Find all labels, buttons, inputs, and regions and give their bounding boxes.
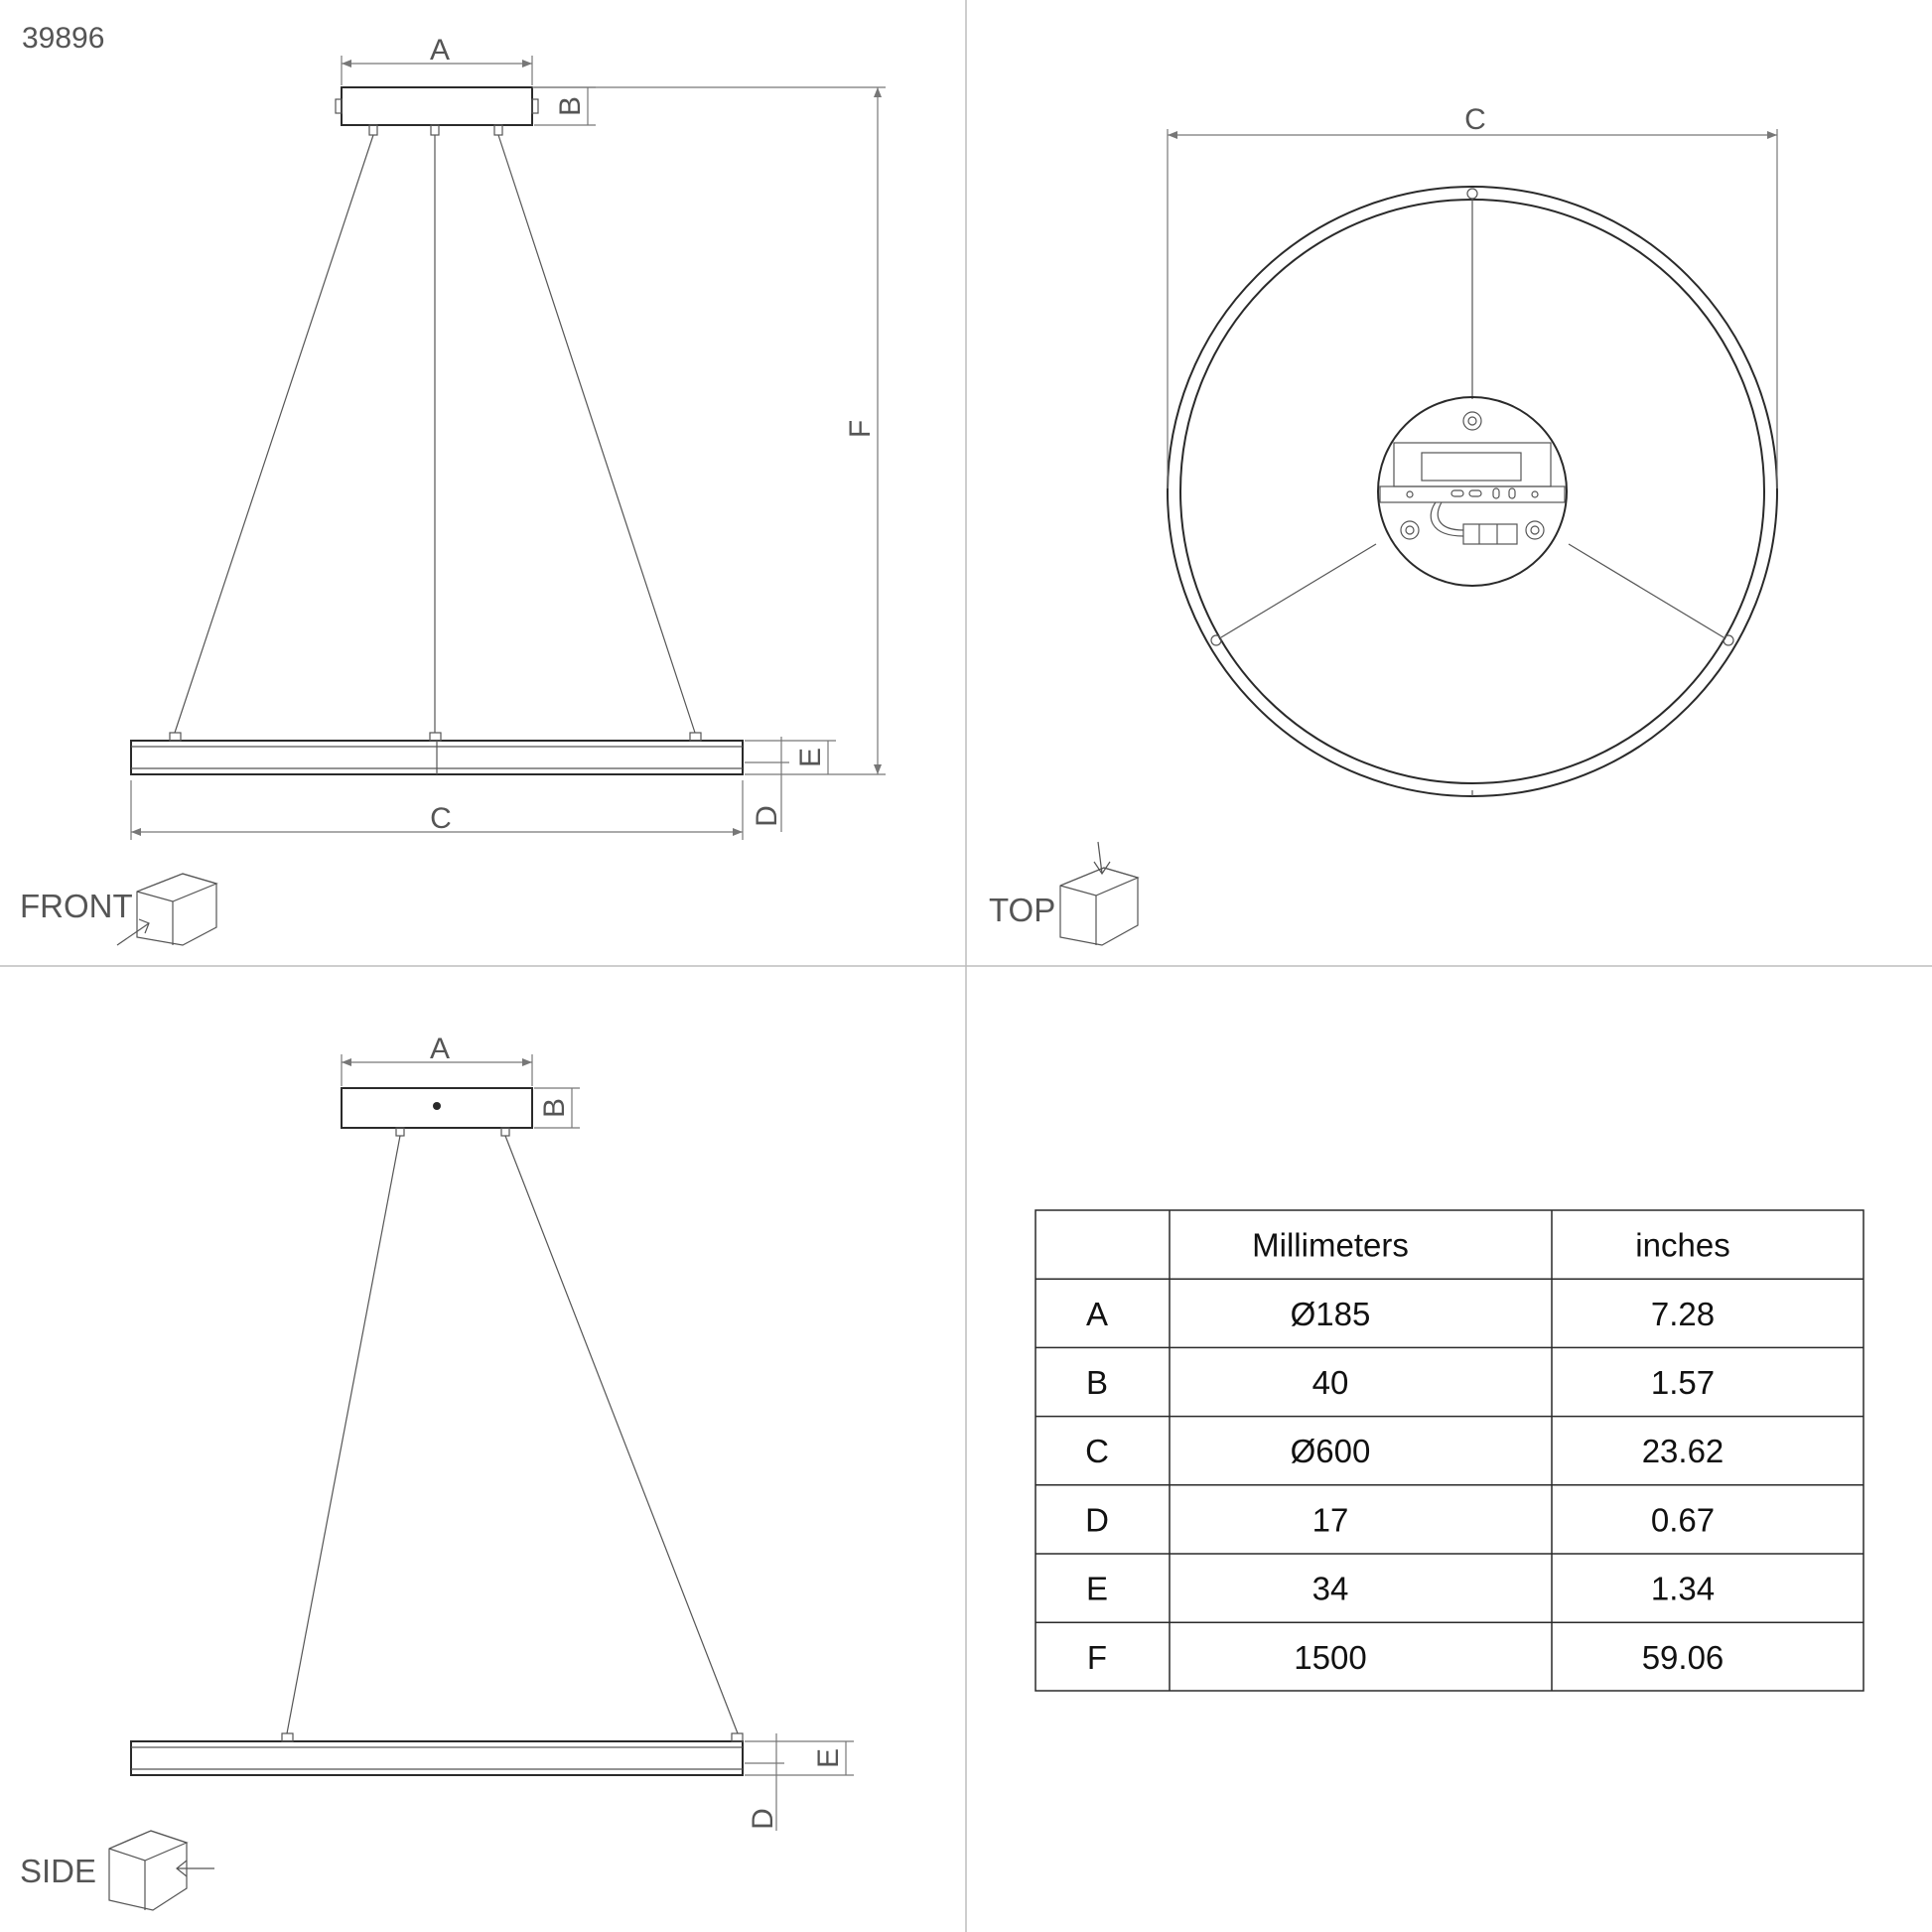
article-number: 39896 [22, 22, 105, 55]
front-view-label: FRONT [20, 888, 133, 924]
front-canopy [342, 87, 532, 125]
side-dim-e-label: E [812, 1747, 845, 1769]
side-dim-a-label: A [429, 1033, 451, 1065]
front-dim-b-label: B [554, 95, 587, 117]
side-view [20, 1033, 854, 1910]
front-dim-c-label: C [430, 802, 452, 835]
table-cell-in: 1.57 [1650, 1364, 1716, 1401]
table-cell-mm: 1500 [1294, 1638, 1367, 1676]
front-dim-a-label: A [429, 34, 451, 67]
table-cell-mm: Ø185 [1290, 1295, 1371, 1332]
table-cell-in: 23.62 [1641, 1433, 1725, 1470]
side-cable-left [287, 1136, 400, 1733]
table-cell-dim: F [1086, 1638, 1108, 1676]
table-cell-in: 0.67 [1650, 1501, 1716, 1539]
table-header-2: inches [1635, 1226, 1730, 1264]
front-view [20, 34, 886, 945]
front-dim-d-label: D [751, 805, 783, 827]
front-dim-f-label: F [844, 419, 877, 439]
side-dim-d-label: D [747, 1808, 779, 1830]
side-view-label: SIDE [20, 1853, 97, 1889]
side-cube-icon [109, 1831, 214, 1910]
side-ring [131, 1741, 743, 1775]
front-cable-left [175, 135, 373, 733]
front-cable-right [498, 135, 695, 733]
table-cell-mm: Ø600 [1290, 1433, 1371, 1470]
top-cable-2 [1221, 544, 1376, 637]
dimension-table [1035, 1210, 1863, 1691]
table-cell-in: 1.34 [1650, 1570, 1716, 1607]
table-header-1: Millimeters [1252, 1226, 1409, 1264]
table-cell-in: 59.06 [1641, 1638, 1725, 1676]
side-dim-b-label: B [538, 1097, 571, 1119]
table-cell-mm: 34 [1311, 1570, 1349, 1607]
top-cable-3 [1569, 544, 1724, 637]
table-cell-in: 7.28 [1650, 1295, 1716, 1332]
top-cube-icon [1060, 842, 1138, 945]
table-cell-dim: C [1085, 1433, 1109, 1470]
front-dim-e-label: E [794, 747, 827, 768]
table-cell-dim: A [1085, 1295, 1109, 1332]
table-cell-mm: 17 [1311, 1501, 1349, 1539]
table-cell-mm: 40 [1311, 1364, 1349, 1401]
table-cell-dim: B [1085, 1364, 1109, 1401]
table-cell-dim: D [1085, 1501, 1109, 1539]
top-view-label: TOP [989, 892, 1056, 928]
top-dim-c-label: C [1464, 103, 1486, 136]
table-cell-dim: E [1085, 1570, 1109, 1607]
top-view [989, 103, 1777, 945]
side-cable-right [505, 1136, 738, 1733]
